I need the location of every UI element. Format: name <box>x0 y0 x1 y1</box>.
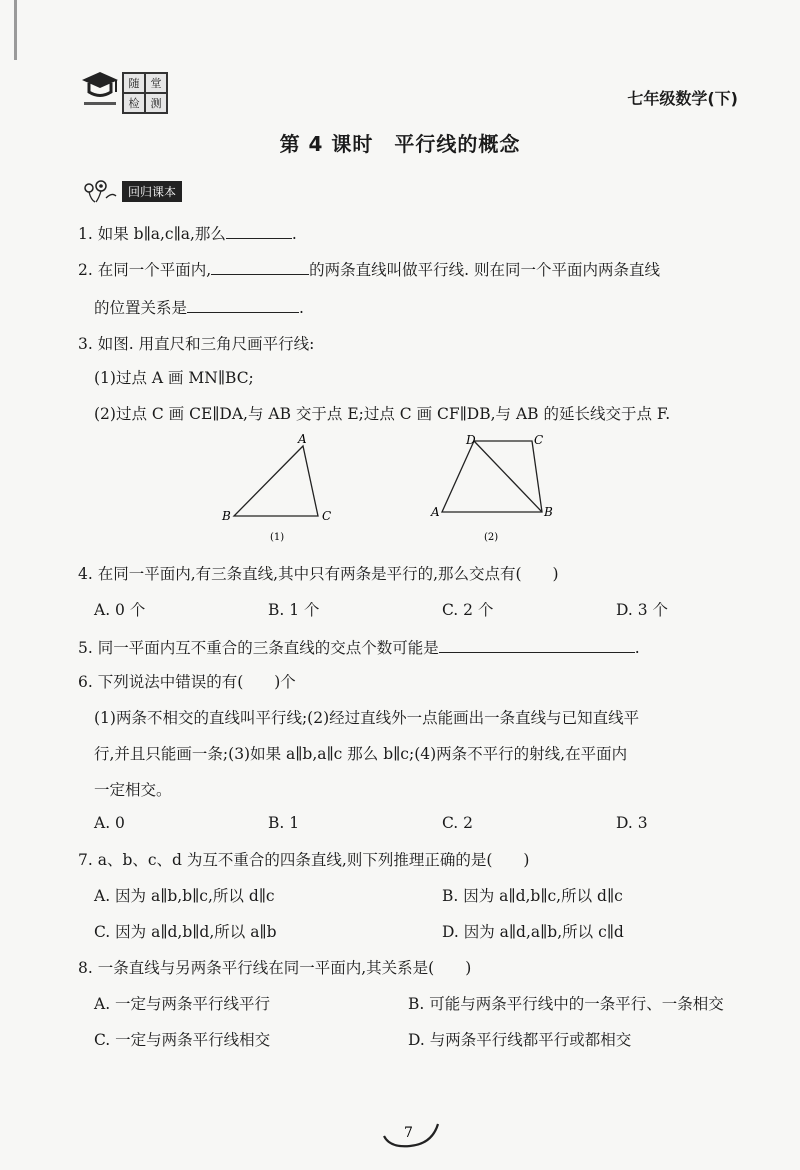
question-6-stem: 6. 下列说法中错误的有( )个 <box>78 673 296 691</box>
page-title: 第 4 课时 平行线的概念 <box>279 132 521 156</box>
option-b[interactable]: B. 1 <box>268 814 300 832</box>
logo-cell: 检 <box>123 93 145 113</box>
option-c[interactable]: C. 一定与两条平行线相交 <box>94 1031 271 1049</box>
answer-blank[interactable] <box>211 258 309 275</box>
section-header <box>80 178 182 204</box>
flower-icon <box>80 178 118 204</box>
option-d[interactable]: D. 3 个 <box>616 601 669 619</box>
question-2-cont <box>94 296 304 318</box>
question-1-text: 1. 如果 b∥a,c∥a,那么 <box>78 225 226 243</box>
punct: . <box>299 299 304 317</box>
option-b[interactable]: B. 因为 a∥d,b∥c,所以 d∥c <box>442 887 623 905</box>
vertex-label-a: A <box>298 432 307 446</box>
diagonal-db <box>474 441 542 512</box>
question-6-line-3: 一定相交。 <box>94 781 172 799</box>
option-b[interactable]: B. 可能与两条平行线中的一条平行、一条相交 <box>408 995 724 1013</box>
page-number-badge <box>380 1120 440 1150</box>
vertex-label-b: B <box>544 505 553 519</box>
question-5 <box>78 636 640 658</box>
option-c[interactable]: C. 2 个 <box>442 601 494 619</box>
vertex-label-d: D <box>466 433 476 447</box>
graduation-cap-icon <box>80 68 120 112</box>
grade-label: 七年级数学(下) <box>627 89 738 108</box>
option-a[interactable]: A. 0 个 <box>94 601 146 619</box>
punct: . <box>291 225 297 243</box>
answer-blank[interactable] <box>439 636 635 653</box>
question-1 <box>78 222 297 244</box>
option-b[interactable]: B. 1 个 <box>268 601 320 619</box>
answer-blank[interactable] <box>187 296 299 313</box>
punct: . <box>634 639 640 657</box>
logo-grid <box>122 72 168 114</box>
option-a[interactable]: A. 因为 a∥b,b∥c,所以 d∥c <box>94 887 275 905</box>
option-c[interactable]: C. 因为 a∥d,b∥d,所以 a∥b <box>94 923 277 941</box>
option-a[interactable]: A. 0 <box>94 814 125 832</box>
option-a[interactable]: A. 一定与两条平行线平行 <box>94 995 271 1013</box>
logo <box>80 68 170 114</box>
question-3-part-2: (2)过点 C 画 CE∥DA,与 AB 交于点 E;过点 C 画 CF∥DB,与 AB 的延长线交于点 F. <box>94 405 671 423</box>
option-d[interactable]: D. 与两条平行线都平行或都相交 <box>408 1031 632 1049</box>
figure-caption: (1) <box>270 532 285 543</box>
figure-1-triangle <box>220 432 340 544</box>
option-d[interactable]: D. 因为 a∥d,a∥b,所以 c∥d <box>442 923 624 941</box>
vertex-label-c: C <box>534 433 544 447</box>
vertex-label-c: C <box>322 509 332 523</box>
logo-cell: 堂 <box>145 73 167 93</box>
triangle-abc <box>234 446 318 516</box>
question-2-text: 的位置关系是 <box>94 299 188 317</box>
figure-2-quadrilateral <box>428 432 558 544</box>
option-c[interactable]: C. 2 <box>442 814 474 832</box>
question-2-text: 的两条直线叫做平行线. 则在同一个平面内两条直线 <box>309 261 661 279</box>
figure-caption: (2) <box>484 532 499 543</box>
question-4-stem: 4. 在同一平面内,有三条直线,其中只有两条是平行的,那么交点有( ) <box>78 565 559 583</box>
question-7-stem: 7. a、b、c、d 为互不重合的四条直线,则下列推理正确的是( ) <box>78 851 530 869</box>
question-2-text: 2. 在同一个平面内, <box>78 261 212 279</box>
vertex-label-b: B <box>222 509 231 523</box>
option-d[interactable]: D. 3 <box>616 814 648 832</box>
section-label: 回归课本 <box>122 181 182 202</box>
quadrilateral-dcba <box>442 441 542 512</box>
question-3-stem: 3. 如图. 用直尺和三角尺画平行线: <box>78 335 315 353</box>
question-8-stem: 8. 一条直线与另两条平行线在同一平面内,其关系是( ) <box>78 959 472 977</box>
vertex-label-a: A <box>431 505 440 519</box>
question-2 <box>78 258 660 280</box>
logo-cell: 测 <box>145 93 167 113</box>
logo-cell: 随 <box>123 73 145 93</box>
page-edge-line <box>14 0 17 60</box>
answer-blank[interactable] <box>226 222 292 239</box>
question-5-text: 5. 同一平面内互不重合的三条直线的交点个数可能是 <box>78 639 439 657</box>
question-3-part-1: (1)过点 A 画 MN∥BC; <box>94 369 254 387</box>
page-number: 7 <box>404 1125 413 1141</box>
question-6-line-1: (1)两条不相交的直线叫平行线;(2)经过直线外一点能画出一条直线与已知直线平 <box>94 709 640 727</box>
question-6-line-2: 行,并且只能画一条;(3)如果 a∥b,a∥c 那么 b∥c;(4)两条不平行的射线,在平面内 <box>94 745 628 763</box>
